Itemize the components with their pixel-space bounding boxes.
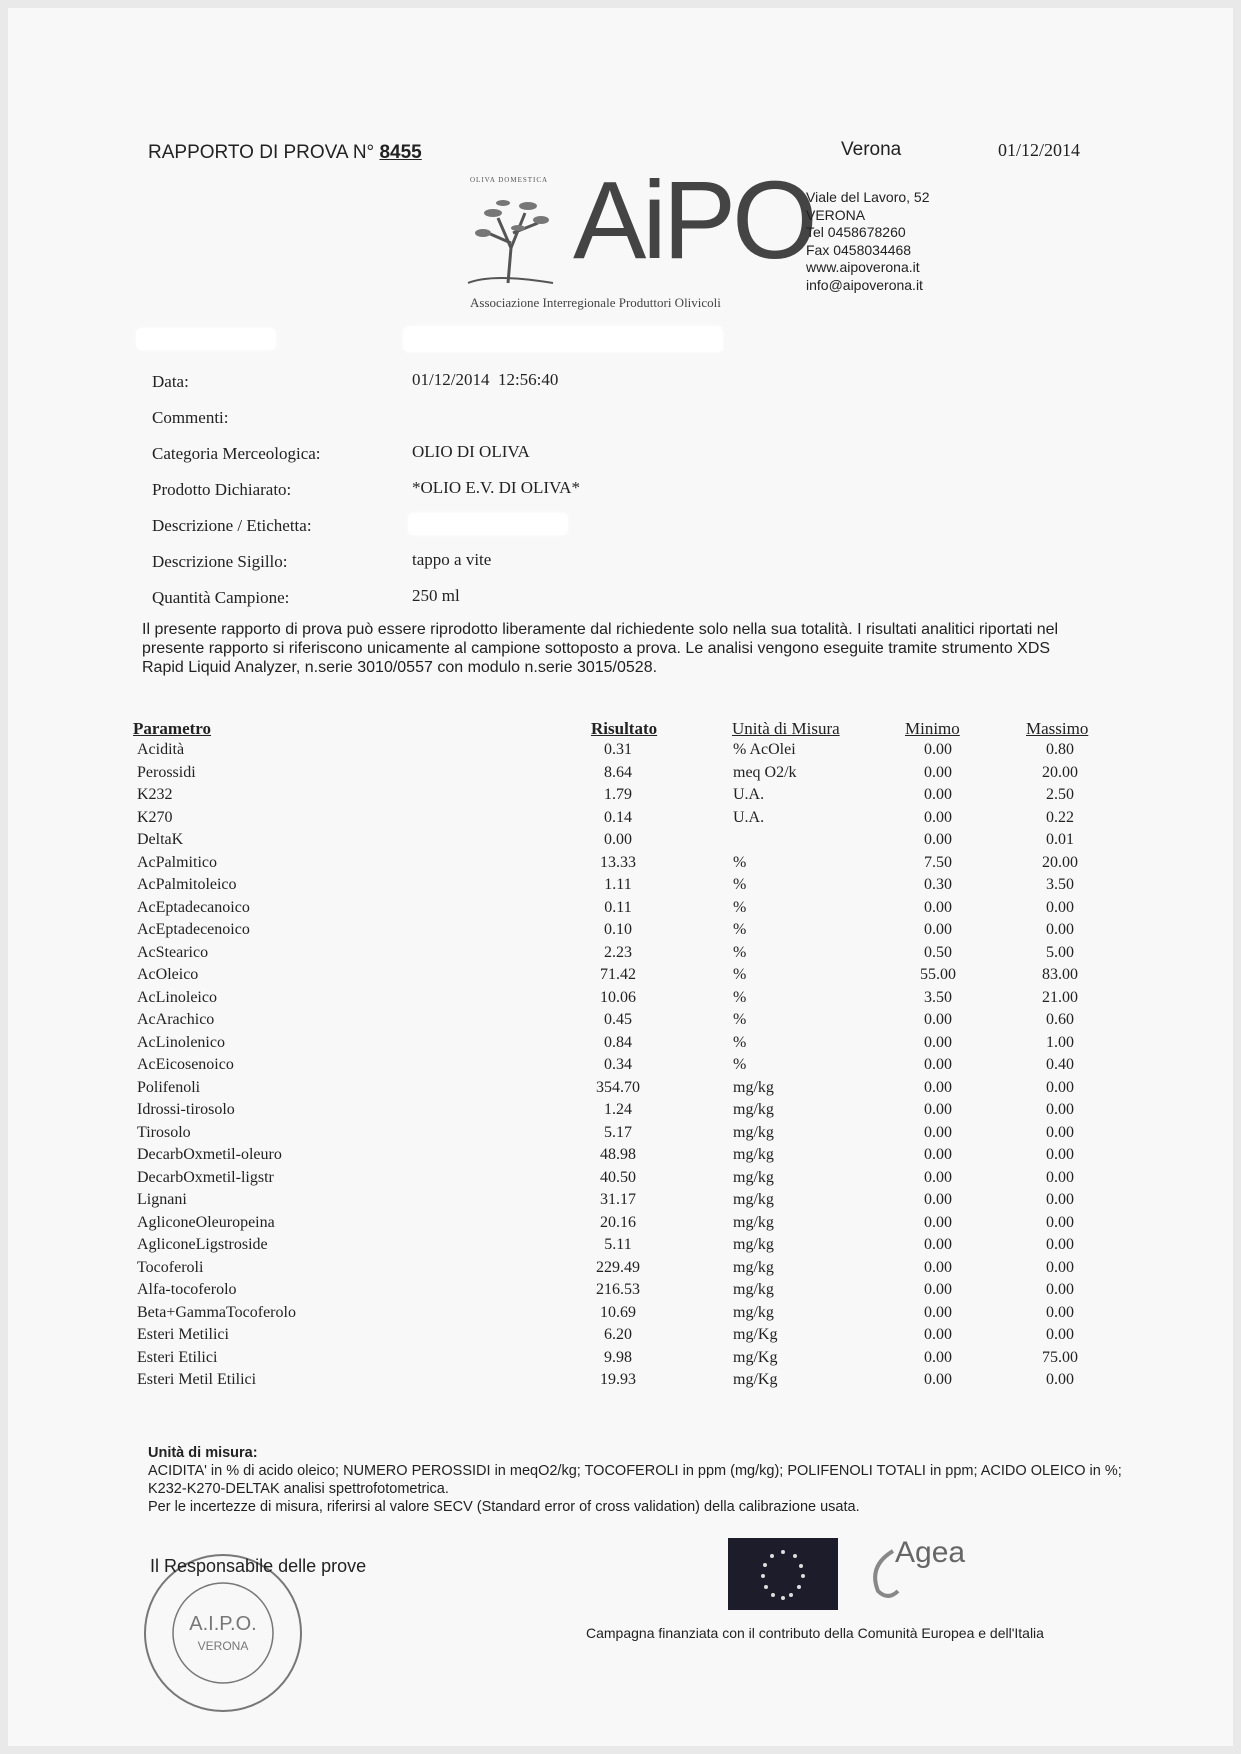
row-massimo: 0.00 (1046, 1303, 1074, 1321)
row-unita: % (733, 853, 747, 871)
table-row (8, 1259, 1233, 1280)
row-unita: % AcOlei (733, 741, 796, 758)
row-minimo: 0.00 (924, 1033, 952, 1051)
row-minimo: 0.00 (924, 1168, 952, 1186)
row-minimo: 0.00 (924, 921, 952, 938)
row-unita: mg/Kg (733, 1326, 778, 1343)
row-minimo: 0.00 (924, 1011, 952, 1028)
row-risultato: 10.06 (600, 988, 636, 1006)
table-row (8, 921, 1233, 942)
address-email: info@aipoverona.it (806, 276, 923, 293)
table-row (8, 989, 1233, 1010)
table-row (8, 1056, 1233, 1077)
row-massimo: 0.60 (1046, 1011, 1074, 1028)
field-label-data: Data: (152, 372, 189, 391)
row-unita: % (733, 966, 747, 983)
units-note-title: Unità di misura: (148, 1445, 258, 1461)
table-row (8, 854, 1233, 875)
row-massimo: 83.00 (1042, 966, 1078, 983)
row-massimo: 0.00 (1046, 1281, 1074, 1298)
row-unita: mg/kg (733, 1101, 774, 1118)
row-risultato: 216.53 (596, 1281, 640, 1298)
row-parametro: Perossidi (137, 763, 196, 781)
svg-text:VERONA: VERONA (197, 1639, 249, 1653)
row-unita: mg/kg (733, 1191, 774, 1208)
row-massimo: 0.00 (1046, 1213, 1074, 1231)
row-massimo: 0.00 (1046, 1123, 1074, 1141)
row-parametro: Esteri Etilici (137, 1348, 218, 1366)
row-massimo: 20.00 (1042, 763, 1078, 781)
header-massimo: Massimo (1026, 719, 1089, 738)
row-unita: % (733, 898, 747, 916)
row-risultato: 0.34 (604, 1056, 632, 1073)
report-city: Verona (841, 139, 902, 160)
row-unita: % (733, 1033, 747, 1051)
row-risultato: 31.17 (600, 1191, 636, 1208)
row-parametro: AcEptadecanoico (137, 898, 250, 916)
row-risultato: 19.93 (600, 1371, 636, 1388)
table-row (8, 1146, 1233, 1167)
row-parametro: AcEicosenoico (137, 1056, 234, 1073)
row-parametro: Lignani (137, 1191, 187, 1208)
row-parametro: DecarbOxmetil-oleuro (137, 1146, 282, 1163)
row-parametro: AcOleico (137, 966, 199, 983)
row-risultato: 0.45 (604, 1011, 632, 1028)
funding-note: Campagna finanziata con il contributo della Comunità Europea e dell'Italia (586, 1625, 1044, 1641)
address-city: VERONA (806, 206, 866, 223)
header-minimo: Minimo (905, 719, 960, 738)
address-tel: Tel 0458678260 (806, 224, 906, 240)
eu-flag-icon (728, 1538, 838, 1610)
row-massimo: 0.00 (1046, 1146, 1074, 1163)
table-row (8, 764, 1233, 785)
table-row (8, 899, 1233, 920)
table-row (8, 1191, 1233, 1212)
row-unita: mg/kg (733, 1258, 774, 1276)
olive-tree-icon (463, 188, 558, 288)
table-row (8, 1034, 1233, 1055)
table-row (8, 831, 1233, 852)
row-minimo: 0.00 (924, 1348, 952, 1366)
table-row (8, 1011, 1233, 1032)
row-massimo: 0.40 (1046, 1056, 1074, 1073)
row-risultato: 6.20 (604, 1326, 632, 1343)
row-unita: mg/kg (733, 1281, 774, 1298)
row-massimo: 20.00 (1042, 853, 1078, 871)
row-unita: mg/kg (733, 1078, 774, 1096)
logo-subtitle: Associazione Interregionale Produttori Olivicoli (470, 295, 721, 310)
row-risultato: 1.24 (604, 1101, 632, 1118)
row-massimo: 1.00 (1046, 1033, 1074, 1051)
svg-text:A.I.P.O.: A.I.P.O. (189, 1613, 257, 1635)
row-minimo: 0.00 (924, 1303, 952, 1321)
row-unita: % (733, 876, 747, 893)
row-parametro: K270 (137, 808, 173, 826)
row-risultato: 0.84 (604, 1033, 632, 1051)
row-minimo: 55.00 (920, 966, 956, 983)
address-fax: Fax 0458034468 (806, 241, 912, 258)
row-risultato: 9.98 (604, 1348, 632, 1366)
row-unita: % (733, 1011, 747, 1028)
row-minimo: 0.50 (924, 943, 952, 961)
row-risultato: 229.49 (596, 1258, 640, 1276)
field-value-data: 01/12/2014 12:56:40 (412, 370, 559, 389)
row-risultato: 0.00 (604, 831, 632, 848)
header-unita: Unità di Misura (732, 719, 840, 738)
row-massimo: 0.80 (1046, 741, 1074, 758)
field-label-sigillo: Descrizione Sigillo: (152, 552, 288, 571)
units-note (148, 1444, 1148, 1516)
disclaimer-text: Il presente rapporto di prova può essere riprodotto liberamente dal richiedente solo nella sua totalità. I risultati analitici riportati nel presente rapporto si riferiscono unicamente al campione sottoposto a prova. Le analisi vengono eseguite tramite strumento XDS Rapid Liquid Analyzer, n.serie 3010/0557 con modulo n.serie 3015/0528. (142, 621, 1059, 676)
table-row (8, 966, 1233, 987)
row-risultato: 71.42 (600, 966, 636, 983)
row-unita: % (733, 1056, 747, 1073)
table-row (8, 741, 1233, 762)
row-parametro: Beta+GammaTocoferolo (137, 1303, 296, 1321)
row-minimo: 0.00 (924, 1101, 952, 1118)
row-parametro: AgliconeLigstroside (137, 1236, 268, 1253)
row-risultato: 10.69 (600, 1303, 636, 1321)
row-risultato: 5.17 (604, 1123, 632, 1141)
row-parametro: AcLinolenico (137, 1033, 225, 1051)
row-massimo: 0.00 (1046, 1191, 1074, 1208)
row-minimo: 0.00 (924, 741, 952, 758)
row-massimo: 0.22 (1046, 808, 1074, 826)
row-risultato: 0.11 (604, 898, 632, 916)
address-block (806, 189, 930, 294)
row-unita: mg/kg (733, 1123, 774, 1141)
row-unita: meq O2/k (733, 763, 797, 781)
units-note-line2: Per le incertezze di misura, riferirsi al valore SECV (Standard error of cross validation) della calibrazione usata. (148, 1499, 860, 1515)
row-parametro: AcEptadecenoico (137, 921, 250, 938)
table-row (8, 1079, 1233, 1100)
row-massimo: 75.00 (1042, 1348, 1078, 1366)
agea-logo (863, 1536, 983, 1606)
field-label-categoria: Categoria Merceologica: (152, 444, 321, 463)
row-minimo: 0.00 (924, 1078, 952, 1096)
row-minimo: 0.00 (924, 763, 952, 781)
address-street: Viale del Lavoro, 52 (806, 189, 930, 205)
row-parametro: AcArachico (137, 1011, 215, 1028)
row-parametro: AcStearico (137, 943, 209, 961)
table-row (8, 876, 1233, 897)
row-risultato: 13.33 (600, 853, 636, 871)
row-unita: mg/kg (733, 1303, 774, 1321)
row-parametro: AcLinoleico (137, 988, 217, 1006)
field-label-prodotto: Prodotto Dichiarato: (152, 480, 292, 499)
agea-wordmark: Agea (895, 1536, 966, 1569)
row-parametro: Tocoferoli (137, 1258, 204, 1276)
row-minimo: 7.50 (924, 853, 952, 871)
row-massimo: 0.00 (1046, 921, 1074, 938)
row-parametro: Acidità (137, 741, 185, 758)
row-minimo: 0.00 (924, 1281, 952, 1298)
row-unita: mg/kg (733, 1146, 774, 1163)
report-page (8, 8, 1233, 1746)
row-parametro: Polifenoli (137, 1078, 201, 1096)
table-row (8, 1214, 1233, 1235)
field-value-categoria: OLIO DI OLIVA (412, 442, 530, 461)
row-parametro: DeltaK (137, 831, 184, 848)
row-parametro: Idrossi-tirosolo (137, 1101, 235, 1118)
redacted-area (403, 326, 723, 352)
row-unita: % (733, 988, 747, 1006)
header-risultato: Risultato (591, 719, 658, 738)
field-label-commenti: Commenti: (152, 408, 229, 427)
row-minimo: 3.50 (924, 988, 952, 1006)
row-massimo: 0.00 (1046, 1236, 1074, 1253)
row-minimo: 0.00 (924, 898, 952, 916)
table-row (8, 1371, 1233, 1392)
row-unita: % (733, 943, 747, 961)
field-label-quantita: Quantità Campione: (152, 588, 290, 607)
row-parametro: Esteri Metilici (137, 1326, 229, 1343)
table-row (8, 1101, 1233, 1122)
row-minimo: 0.00 (924, 1213, 952, 1231)
table-row (8, 944, 1233, 965)
row-risultato: 40.50 (600, 1168, 636, 1186)
row-unita: mg/kg (733, 1213, 774, 1231)
row-parametro: AcPalmitico (137, 853, 217, 871)
row-risultato: 354.70 (596, 1078, 640, 1096)
address-website: www.aipoverona.it (806, 259, 920, 275)
responsible-label: Il Responsabile delle prove (150, 1556, 367, 1576)
row-minimo: 0.00 (924, 1123, 952, 1141)
header-parametro: Parametro (133, 719, 212, 738)
table-row (8, 786, 1233, 807)
row-parametro: DecarbOxmetil-ligstr (137, 1168, 274, 1186)
row-minimo: 0.30 (924, 876, 952, 893)
row-unita: mg/Kg (733, 1371, 778, 1388)
row-minimo: 0.00 (924, 1371, 952, 1388)
table-row (8, 1326, 1233, 1347)
row-minimo: 0.00 (924, 831, 952, 848)
row-risultato: 20.16 (600, 1213, 636, 1231)
report-title: RAPPORTO DI PROVA N° 8455 (148, 142, 422, 163)
row-risultato: 1.79 (604, 786, 632, 803)
row-parametro: AgliconeOleuropeina (137, 1213, 275, 1231)
row-massimo: 0.00 (1046, 1326, 1074, 1343)
row-risultato: 8.64 (604, 763, 632, 781)
row-massimo: 0.00 (1046, 1101, 1074, 1118)
table-row (8, 1281, 1233, 1302)
row-unita: mg/kg (733, 1236, 774, 1253)
table-row (8, 809, 1233, 830)
row-risultato: 0.31 (604, 741, 632, 758)
row-massimo: 5.00 (1046, 943, 1074, 961)
row-parametro: AcPalmitoleico (137, 876, 237, 893)
row-massimo: 0.00 (1046, 1371, 1074, 1388)
row-parametro: Tirosolo (137, 1123, 191, 1141)
row-minimo: 0.00 (924, 1326, 952, 1343)
row-massimo: 0.00 (1046, 1258, 1074, 1276)
logo-small-text: OLIVA DOMESTICA (470, 176, 549, 184)
field-value-sigillo: tappo a vite (412, 550, 492, 569)
row-massimo: 21.00 (1042, 988, 1078, 1006)
field-value-quantita: 250 ml (412, 586, 460, 605)
row-minimo: 0.00 (924, 1056, 952, 1073)
report-number: 8455 (379, 142, 422, 163)
row-risultato: 1.11 (604, 876, 632, 893)
redacted-area (408, 513, 568, 535)
row-risultato: 0.14 (604, 808, 632, 826)
row-unita: % (733, 921, 747, 938)
row-unita: mg/kg (733, 1168, 774, 1186)
row-massimo: 2.50 (1046, 786, 1074, 803)
row-minimo: 0.00 (924, 1236, 952, 1253)
row-unita: U.A. (733, 786, 765, 803)
row-risultato: 48.98 (600, 1146, 636, 1163)
row-minimo: 0.00 (924, 786, 952, 803)
row-massimo: 0.01 (1046, 831, 1074, 848)
row-parametro: Alfa-tocoferolo (137, 1281, 237, 1298)
table-row (8, 1124, 1233, 1145)
row-massimo: 0.00 (1046, 1078, 1074, 1096)
units-note-line1: ACIDITA' in % di acido oleico; NUMERO PEROSSIDI in meqO2/kg; TOCOFEROLI in ppm (mg/kg); POLIFENOLI TOTALI in ppm; ACIDO OLEICO in %; K232-K270-DELTAK analisi spettrofotometrica. (148, 1463, 1122, 1497)
row-minimo: 0.00 (924, 1258, 952, 1276)
logo-wordmark: AiPO (573, 159, 814, 282)
row-parametro: K232 (137, 786, 173, 803)
redacted-area (136, 328, 276, 350)
row-risultato: 5.11 (604, 1236, 632, 1253)
row-parametro: Esteri Metil Etilici (137, 1371, 257, 1388)
row-massimo: 3.50 (1046, 876, 1074, 893)
field-value-prodotto: *OLIO E.V. DI OLIVA* (412, 478, 580, 497)
row-massimo: 0.00 (1046, 1168, 1074, 1186)
row-risultato: 2.23 (604, 943, 632, 961)
row-unita: U.A. (733, 808, 765, 826)
report-date: 01/12/2014 (998, 140, 1081, 160)
table-row (8, 1236, 1233, 1257)
row-minimo: 0.00 (924, 1191, 952, 1208)
field-label-descrizione: Descrizione / Etichetta: (152, 516, 312, 535)
row-minimo: 0.00 (924, 808, 952, 826)
row-unita: mg/Kg (733, 1348, 778, 1366)
row-massimo: 0.00 (1046, 898, 1074, 916)
table-row (8, 1304, 1233, 1325)
table-row (8, 1169, 1233, 1190)
row-risultato: 0.10 (604, 921, 632, 938)
row-minimo: 0.00 (924, 1146, 952, 1163)
table-row (8, 1349, 1233, 1370)
